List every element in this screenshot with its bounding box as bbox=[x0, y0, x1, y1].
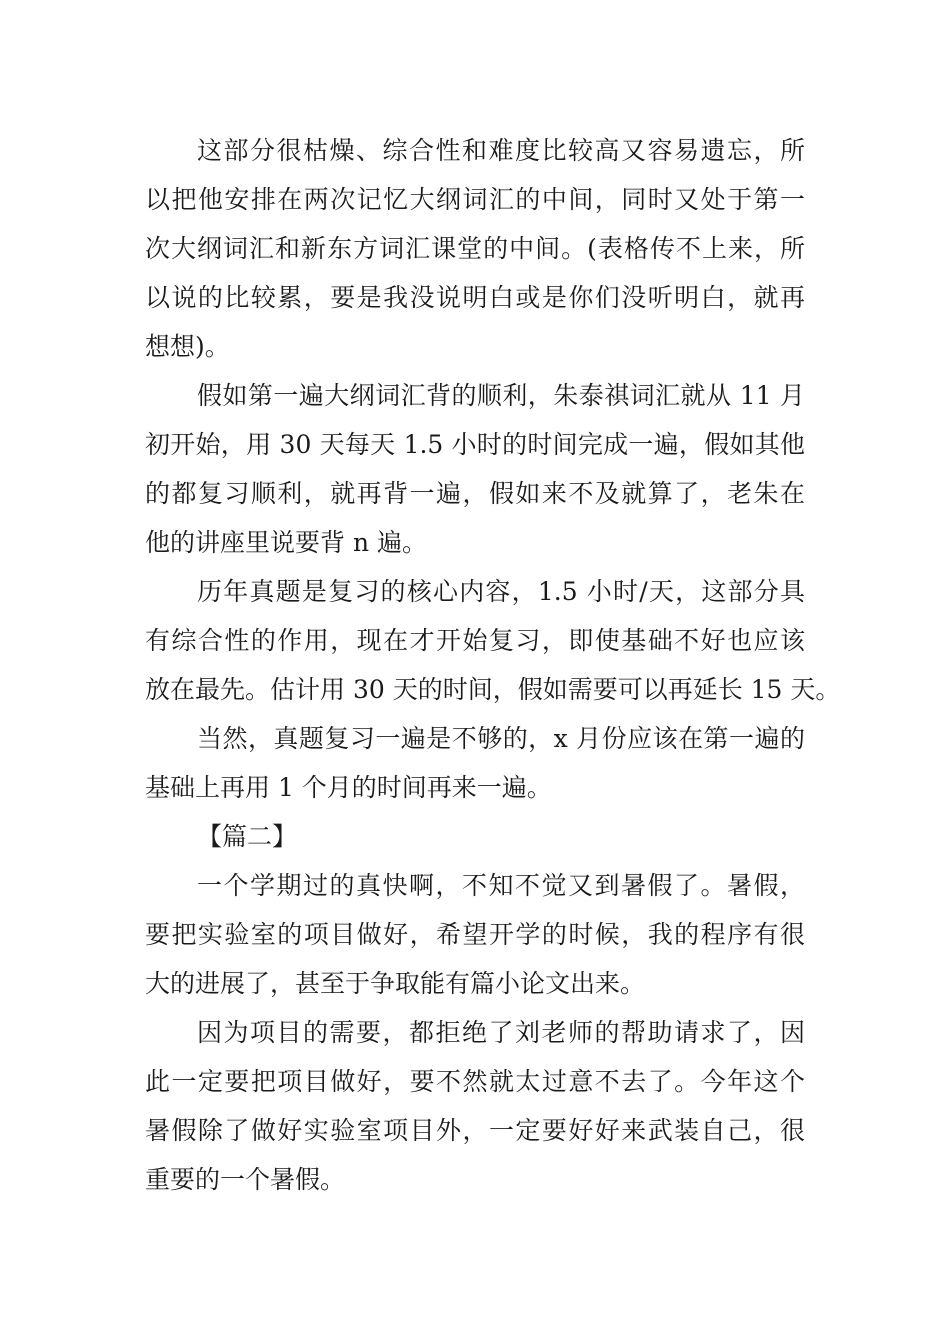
text-line: 假如第一遍大纲词汇背的顺利，朱泰祺词汇就从 11 月 bbox=[197, 381, 805, 410]
text-line: 以把他安排在两次记忆大纲词汇的中间，同时又处于第一 bbox=[145, 185, 805, 214]
text-line: 放在最先。估计用 30 天的时间，假如需要可以再延长 15 天。 bbox=[145, 675, 841, 704]
text-line: 初开始，用 30 天每天 1.5 小时的时间完成一遍，假如其他 bbox=[145, 430, 805, 459]
heading-text: 【篇二】 bbox=[197, 822, 298, 851]
text-line: 的都复习顺利，就再背一遍，假如来不及就算了，老朱在 bbox=[145, 479, 805, 508]
text-line: 暑假除了做好实验室项目外，一定要好好来武装自己，很 bbox=[145, 1116, 805, 1145]
text-line: 当然，真题复习一遍是不够的，x 月份应该在第一遍的 bbox=[197, 724, 805, 753]
text-line: 要把实验室的项目做好，希望开学的时候，我的程序有很 bbox=[145, 920, 805, 949]
text-line: 一个学期过的真快啊，不知不觉又到暑假了。暑假， bbox=[197, 871, 805, 900]
text-line: 有综合性的作用，现在才开始复习，即使基础不好也应该 bbox=[145, 626, 805, 655]
text-line: 基础上再用 1 个月的时间再来一遍。 bbox=[145, 773, 552, 802]
text-line: 因为项目的需要，都拒绝了刘老师的帮助请求了，因 bbox=[197, 1018, 805, 1047]
text-line: 大的进展了，甚至于争取能有篇小论文出来。 bbox=[145, 969, 646, 998]
paragraph bbox=[145, 371, 805, 567]
paragraph bbox=[145, 1008, 805, 1204]
text-line: 这部分很枯燥、综合性和难度比较高又容易遗忘，所 bbox=[197, 136, 805, 165]
paragraph bbox=[145, 861, 805, 1008]
paragraph bbox=[145, 714, 805, 812]
text-line: 想想)。 bbox=[145, 332, 230, 361]
text-line: 历年真题是复习的核心内容，1.5 小时/天，这部分具 bbox=[197, 577, 805, 606]
text-line: 次大纲词汇和新东方词汇课堂的中间。(表格传不上来，所 bbox=[145, 234, 805, 263]
paragraph bbox=[145, 567, 841, 714]
section-heading bbox=[145, 812, 805, 861]
text-line: 以说的比较累，要是我没说明白或是你们没听明白，就再 bbox=[145, 283, 805, 312]
document-body bbox=[145, 126, 841, 1204]
paragraph bbox=[145, 126, 805, 371]
text-line: 他的讲座里说要背 n 遍。 bbox=[145, 528, 427, 557]
text-line: 此一定要把项目做好，要不然就太过意不去了。今年这个 bbox=[145, 1067, 805, 1096]
text-line: 重要的一个暑假。 bbox=[145, 1165, 346, 1194]
